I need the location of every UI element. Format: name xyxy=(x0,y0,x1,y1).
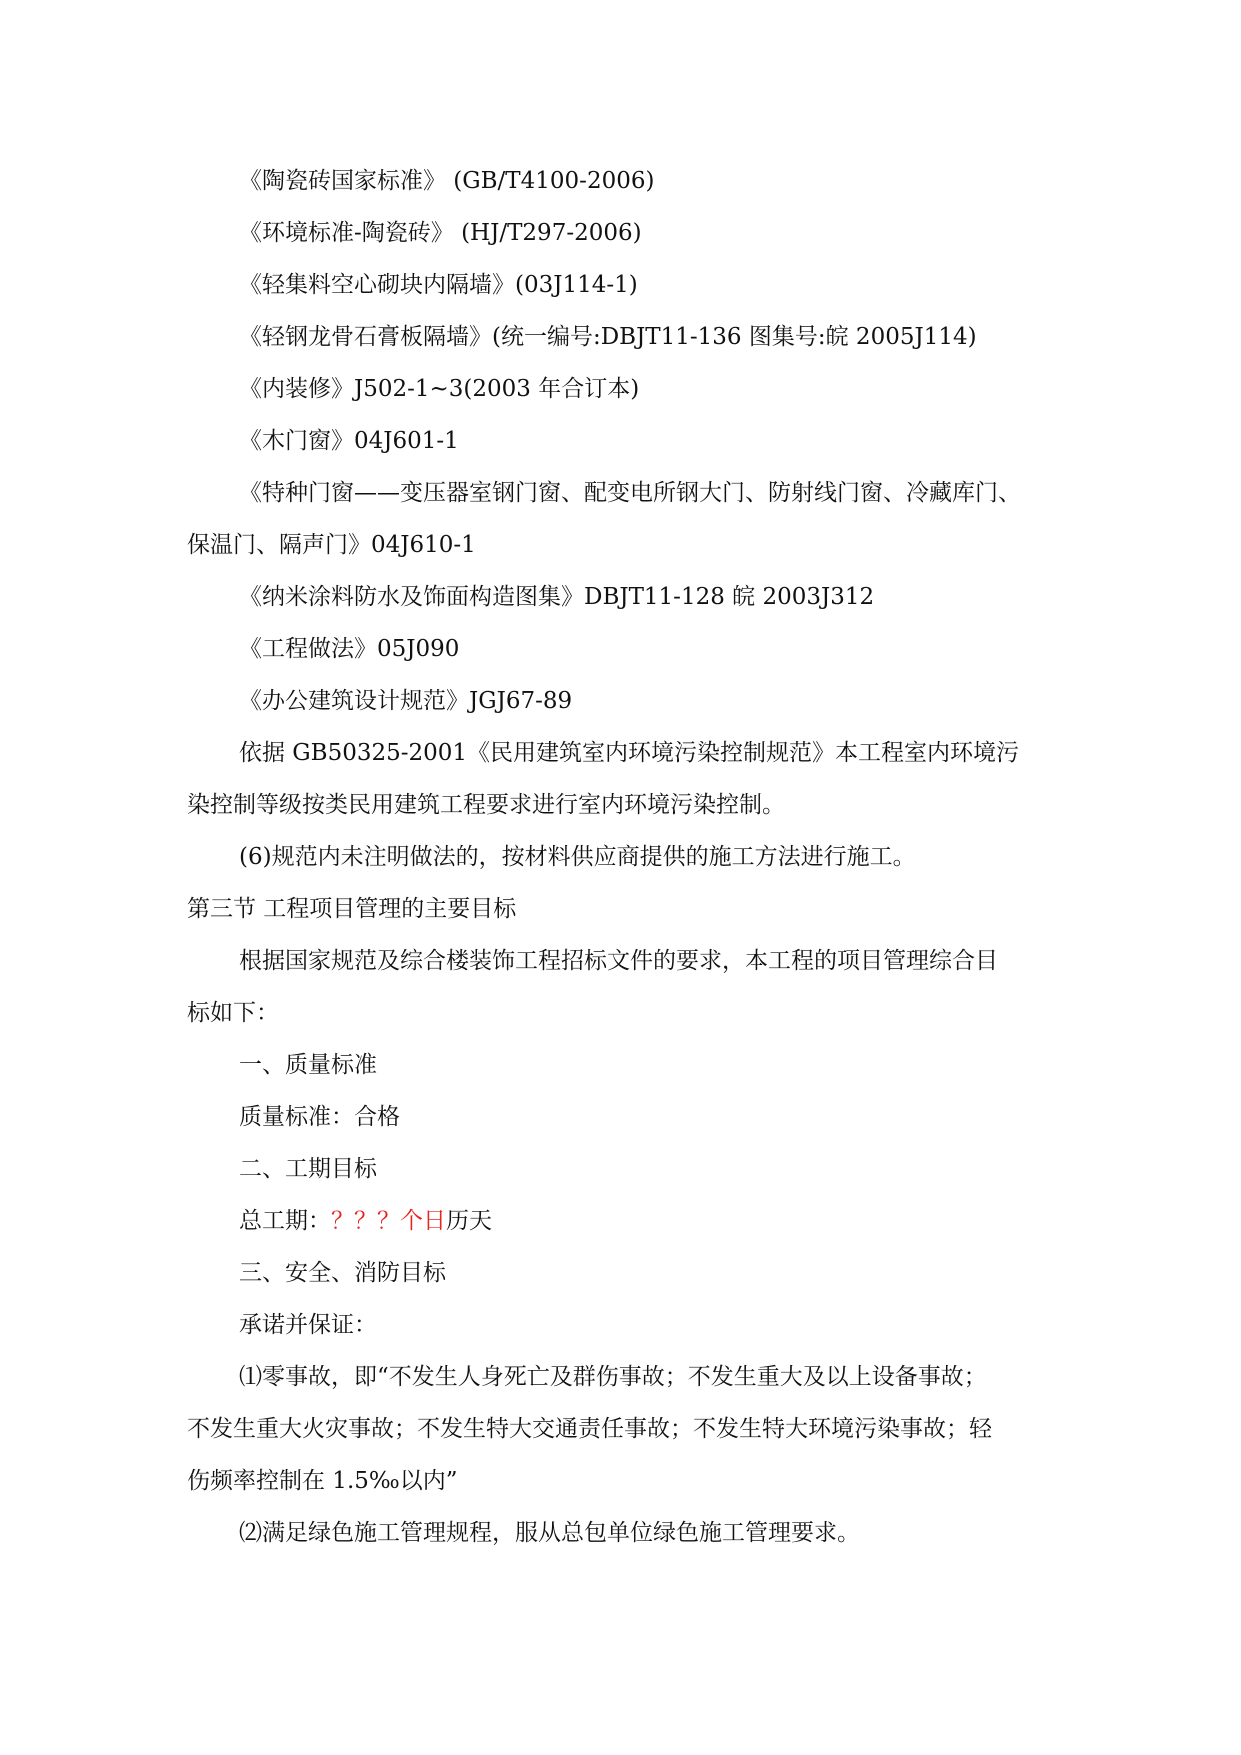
text-line: 《环境标准-陶瓷砖》 (HJ/T297-2006) xyxy=(239,220,642,246)
text-line: ⑵满足绿色施工管理规程，服从总包单位绿色施工管理要求。 xyxy=(239,1520,860,1546)
text-line: 《纳米涂料防水及饰面构造图集》DBJT11-128 皖 2003J312 xyxy=(239,584,875,610)
text-line: 标如下： xyxy=(187,1000,279,1026)
text-line: 《轻钢龙骨石膏板隔墙》(统一编号:DBJT11-136 图集号:皖 2005J114) xyxy=(239,324,977,350)
text-line: 根据国家规范及综合楼装饰工程招标文件的要求，本工程的项目管理综合目 xyxy=(239,948,998,974)
duration-placeholder: ？？？个日 xyxy=(331,1208,446,1234)
subheading: 一、质量标准 xyxy=(239,1052,377,1078)
text-line: (6)规范内未注明做法的，按材料供应商提供的施工方法进行施工。 xyxy=(239,844,916,870)
total-duration-line xyxy=(239,1206,492,1236)
text-line: 承诺并保证： xyxy=(239,1312,377,1338)
text-line: 保温门、隔声门》04J610-1 xyxy=(187,532,476,558)
text-line: 《木门窗》04J601-1 xyxy=(239,428,459,454)
text-line: 质量标准：合格 xyxy=(239,1104,400,1130)
subheading: 三、安全、消防目标 xyxy=(239,1260,446,1286)
text-line: 不发生重大火灾事故；不发生特大交通责任事故；不发生特大环境污染事故；轻 xyxy=(187,1416,992,1442)
section-heading: 第三节 工程项目管理的主要目标 xyxy=(187,896,517,922)
text-line: 《工程做法》05J090 xyxy=(239,636,460,662)
text-line: 《特种门窗——变压器室钢门窗、配变电所钢大门、防射线门窗、冷藏库门、 xyxy=(239,480,1021,506)
text-line: 《办公建筑设计规范》JGJ67-89 xyxy=(239,688,573,714)
text-line: 《轻集料空心砌块内隔墙》(03J114-1) xyxy=(239,272,638,298)
text-line: 染控制等级按类民用建筑工程要求进行室内环境污染控制。 xyxy=(187,792,785,818)
text-line: 《内装修》J502-1~3(2003 年合订本) xyxy=(239,376,640,402)
duration-unit: 历天 xyxy=(446,1208,492,1234)
text-line: 依据 GB50325-2001《民用建筑室内环境污染控制规范》本工程室内环境污 xyxy=(239,740,1020,766)
text-line: ⑴零事故，即“不发生人身死亡及群伤事故；不发生重大及以上设备事故； xyxy=(239,1364,987,1390)
duration-label: 总工期： xyxy=(239,1208,331,1234)
text-line: 《陶瓷砖国家标准》 (GB/T4100-2006) xyxy=(239,168,655,194)
subheading: 二、工期目标 xyxy=(239,1156,377,1182)
text-line: 伤频率控制在 1.5‰以内” xyxy=(187,1468,458,1494)
